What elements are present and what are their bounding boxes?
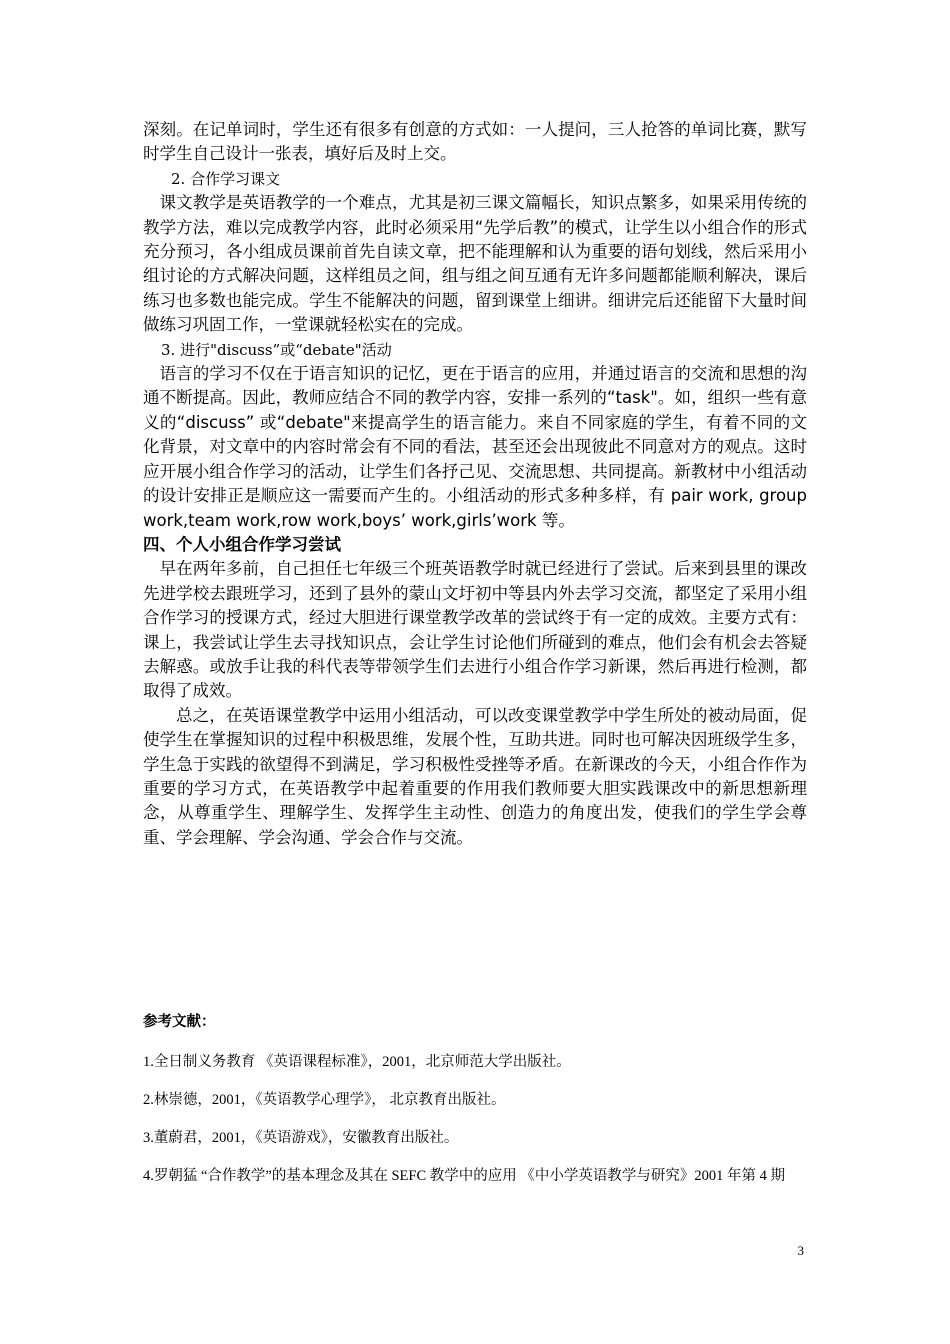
section-heading-3: 3. 进行"discuss”或“debate"活动 (161, 340, 392, 359)
reference-item: 1.全日制义务教育 《英语课程标准》，2001，北京师范大学出版社。 (143, 1054, 571, 1070)
references-title: 参考文献： (143, 1014, 216, 1030)
reference-item: 4.罗朝猛 “合作教学”的基本理念及其在 SEFC 教学中的应用 《中小学英语教学与研究》2001 年第 4 期 (143, 1168, 786, 1184)
reference-item: 2.林崇德，2001，《英语教学心理学》， 北京教育出版社。 (143, 1092, 506, 1108)
page-number: 3 (797, 1243, 804, 1258)
paragraph-vocabulary: 深刻。在记单词时，学生还有很多有创意的方式如：一人提问，三人抢答的单词比赛，默写时学生自己设计一张表，填好后及时上交。 (143, 120, 807, 164)
section-heading-4: 四、个人小组合作学习尝试 (143, 534, 341, 554)
section-heading-2: 2. 合作学习课文 (171, 169, 281, 188)
references-section (143, 1012, 807, 1192)
paragraph-discuss-debate: 语言的学习不仅在于语言知识的记忆，更在于语言的应用，并通过语言的交流和思想的沟通不断提高。因此，教师应结合不同的教学内容，安排一系列的“task"。如，组织一些有意义的“discuss” 或“debate"来提高学生的语言能力。来自不同家庭的学生，有着不同的文化背景，对文章中的内容时常会有不同的看法，甚至还会出现彼此不同意对方的观点。这时应开展小组合作学习的活动，让学生们各抒己见、交流思想、共同提高。新教材中小组活动的设计安排正是顺应这一需要而产生的。小组活动的形式多种多样，有 pair work, group work,team work,row work,boys’ work,girls’work 等。 (143, 364, 807, 530)
paragraph-personal-trial: 早在两年多前，自己担任七年级三个班英语教学时就已经进行了尝试。后来到县里的课改先进学校去跟班学习，还到了县外的蒙山文圩初中等县内外去学习交流，都坚定了采用小组合作学习的授课方式，经过大胆进行课堂教学改革的尝试终于有一定的成效。主要方式有：课上，我尝试让学生去寻找知识点，会让学生讨论他们所碰到的难点，他们会有机会去答疑去解惑。或放手让我的科代表等带领学生们去进行小组合作学习新课，然后再进行检测，都取得了成效。 (143, 559, 807, 701)
paragraph-conclusion: 总之，在英语课堂教学中运用小组活动，可以改变课堂教学中学生所处的被动局面，促使学生在掌握知识的过程中积极思维，发展个性，互助共进。同时也可解决因班级学生多，学生急于实践的欲望得不到满足，学习积极性受挫等矛盾。在新课改的今天，小组合作作为重要的学习方式，在英语教学中起着重要的作用我们教师要大胆实践课改中的新思想新理念，从尊重学生、理解学生、发挥学生主动性、创造力的角度出发，使我们的学生学会尊重、学会理解、学会沟通、学会合作与交流。 (143, 705, 807, 847)
reference-item: 3.董蔚君，2001，《英语游戏》，安徽教育出版社。 (143, 1130, 459, 1146)
paragraph-text-learning: 课文教学是英语教学的一个难点，尤其是初三课文篇幅长，知识点繁多，如果采用传统的教学方法，难以完成教学内容，此时必须采用“先学后教”的模式，让学生以小组合作的形式充分预习，各小组成员课前首先自读文章，把不能理解和认为重要的语句划线，然后采用小组讨论的方式解决问题，这样组员之间，组与组之间互通有无许多问题都能顺利解决，课后练习也多数也能完成。学生不能解决的问题，留到课堂上细讲。细讲完后还能留下大量时间做练习巩固工作，一堂课就轻松实在的完成。 (143, 193, 807, 335)
body-text (143, 118, 807, 850)
